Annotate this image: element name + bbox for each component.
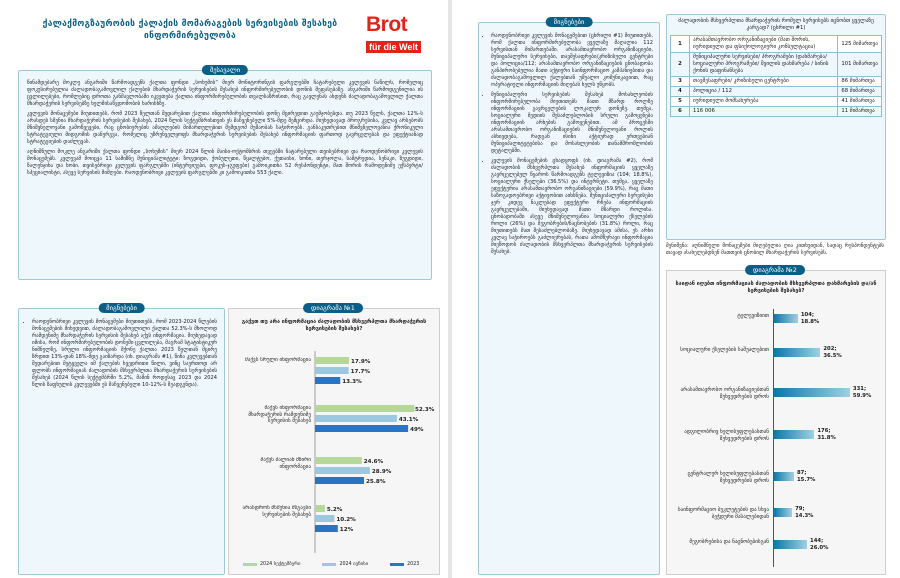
table-cell-count: 11 მიმართვა xyxy=(838,107,882,117)
intro-paragraph-3: აღნიშნული მოკლე ანგარიში ქალთა ფონდი „სოხუმის“ მიერ 2024 წლის მაისი-ოქტომბრის თვეებში ჩატარებული თვისებრივი და რაოდენობრივი კვლევის მონაცემებს. კვლევამ მოიცვა 11 სამიზნე მუნიციპალიტეტი: ზოგდიდი, ქობულეთი, წყალტუბო, ქუთაისი, ხონი, თერჯოლა, სამტრედია, სენაკი, ზუგდიდი, წალენჯიხა და ხობი. თვისებრივი კვლევის ფარგლებში (ინტერვიუები, ფოკუს-ჯგუფები) გამოიკითხა 52 რესპონდენტი, მათ შორის რამოდენიმე ექსპერტი/ სპეციალისტი, ასევე სერვისის მიმღები. რაოდენობრივი კვლევის ფარგლებში კი გამოიკითხა 553 ქალი. xyxy=(27,149,423,176)
services-table xyxy=(670,35,882,117)
findings-mid-tag: მიგნებები xyxy=(546,17,593,27)
table-cell-number: 4 xyxy=(671,87,690,97)
chart1-category-text: მაქვს ძალიან მწირი ინფორმაცია xyxy=(260,457,311,470)
chart2-panel xyxy=(666,266,886,575)
chart1-value-label: 43.1% xyxy=(398,417,419,423)
chart1-value-label: 12% xyxy=(339,527,354,533)
findings-left-item-1: • რაოდენობრივი კვლევის მონაცემები მიუთითებს, რომ 2023-2024 წლების მონაცემების მიხედვით, ძალადობაგამოვლილი ქალთა 52.3%-ს მხოლოდ რამდენიმე მხარდაჭერის სერვისის შესახებ აქვს ინფორმაცია. მიუხედავად იმისა, რომ ინფორმირებულობის დონეში ცვლილება, მაგრამ სტატისტიკურ ნიშნულზე, სრული ინფორმაციის მქონე ქალთა 2023 წელთან მცირე ზრდით 13%-დან 18%-მდე გაიზარდა (იხ. დიაგრამა #1), წინა კვლევებთან შედარებით მეტყველა იმ ქალების ხვედრითი წილი, ვინც საერთოდ არ ფლობს ინფორმაციას ძალადობის მსხვერპლთა მხარდაჭერის სერვისების შესახებ (2024 წლის სექტემბრში 5.2%, მაშინ როდესაც 2023 და 2024 წლის ზაფხულის კვლევებში ეს მაჩვენებელი 10-12%-ს შეადგენდა). xyxy=(32,319,217,389)
chart2-tag: დიაგრამა №2 xyxy=(745,265,805,275)
table-cell-service: იურიდიული მომსახურება xyxy=(690,97,838,107)
legend-swatch-3 xyxy=(390,563,404,566)
table-row xyxy=(671,107,882,117)
chart2-bar xyxy=(774,388,850,397)
chart1-value-label: 17.7% xyxy=(350,369,371,375)
chart2-category-label: არასამთავრობო ორგანიზაციებთან შეხვედრების დროს xyxy=(680,387,769,400)
chart2-plot xyxy=(667,271,885,574)
chart1-bar xyxy=(315,367,349,374)
chart1-value-label: 5.2% xyxy=(326,507,343,513)
chart1-bar xyxy=(315,505,325,512)
chart1-bar xyxy=(315,415,397,422)
table-cell-count: 86 მიმართვა xyxy=(838,77,882,87)
chart1-bar xyxy=(315,425,408,432)
chart1-value-label: 13.3% xyxy=(342,379,362,385)
chart2-bar xyxy=(774,508,792,517)
chart1-category-text: მაქვს ინფორმაცია მხარდაჭერის რამდენიმე სერვისის შესახებ xyxy=(248,405,311,424)
table-cell-number: 3 xyxy=(671,77,690,87)
table-cell-number: 1 xyxy=(671,36,690,53)
legend-swatch-2 xyxy=(322,563,336,566)
brot-logo xyxy=(366,15,434,54)
chart1-bar xyxy=(315,515,334,522)
table-cell-count: 101 მიმართვა xyxy=(838,53,882,77)
chart2-value-label: 104; 18.8% xyxy=(800,312,820,325)
chart2-category-label: საინფორმაციო ბუკლეტების და სხვა ბეჭდური მასალებიდან xyxy=(677,507,769,520)
chart1-bar xyxy=(315,477,364,484)
chart2-title: საიდან იღებთ ინფორმაციას ძალადობის მსხვერპლთა დახმარების და/ან სერვისების შესახებ? xyxy=(675,281,877,294)
chart1-value-label: 25.8% xyxy=(366,479,386,485)
chart1-title: გაქვთ თუ არა ინფორმაცია ძალადობის მსხვერპლთა მხარდაჭერის სერვისების შესახებ? xyxy=(241,319,427,332)
findings-mid-section xyxy=(478,18,660,575)
table-cell-count: 68 მიმართვა xyxy=(838,87,882,97)
findings-mid-item-3: • კვლევის მონაცემების ცხადყოფს (იხ. დიაგრამა #2), რომ ძალადობის მსხვერპლთა შესახებ ინფორმაციის ყველაზე გავრცელებულ წყაროს წარმოადგენს ტელევიზია (104; 18.8%), სოციალური ქსელები (36.5%) და ინტერნეტი. თუმცა, ყველაზე ეფექტურია არასამთავრობო ორგანიზაციები (59.9%), რაც მათი საზოგადოებრივი აქტივობით აიხსნება. მუნიციპალური სერვისები ჯერ კიდევ ნაკლებად ეფექტური რჩება ინფორმაციის გავრცელებაში, მიუხედავად მათი მზარდი როლისა. ცნობადობაში ასევე მნიშვნელოვანია სოციალური ქსელების როლი (26%) და მეგობრების/ნაცნობების (31.8%) როლი, რაც მიუთითებს მათ შესაძლებლობაზე. მიუხედავად ამისა, ეს არხი კვლავ საჭიროებს გაძლიერებას, რათა ამომწურავი ინფორმაცია მიეწოდოს ძალადობის მსხვერპლთა მხარდაჭერის სერვისების შესახებ. xyxy=(491,158,653,256)
table-cell-number: 5 xyxy=(671,97,690,107)
findings-mid-item-1: • რაოდენობრივი კვლევის მონაცემებით (ცხრილი #1) მიუთითებს, რომ ქალთა ინფორმირებულობა ყველაზე მაღალია 112 სერვისთან მიმართებაში. არასამთავრობო ორგანიზაციები, მუნიციპალური სერვისები, თავშესაფრები/კრიზისული ცენტრები და პოლიცია/112; არასამთავრობო ორგანიზაციების ცნობადობა განპირობებულია მათი აქტიური საინფორმაციო კამპანიებითა და ძალადობაგამოვლილ ქალებთან უშუალო კომუნიკაციით, რაც ოპერატიული ინფორმაციის მიღებას ხელს უწყობს. xyxy=(491,33,653,89)
chart1-value-label: 52.3% xyxy=(415,407,435,413)
page-left xyxy=(0,0,448,578)
chart2-bar xyxy=(774,472,794,481)
intro-paragraph-2: კვლევის მონაცემები მიუთითებს, რომ 2023 წელთან შედარებით ქალთა ინფორმირებულობის დონე მცირედით გაუმჯობესდა. თუ 2023 წელს, ქალთა 12%-ს არასდეს სმენია მხარდაჭერის სერვისების შესახებ, 2024 წლის სექტემბრისთვის ეს მაჩვენებელი 5%-მდე შემცირდა. მიუხედავად პროგრესისა, კვლავ არსებობს მნიშვნელოვანი გამოწვევები, რაც ცნობიერების ამაღლების მიმართულებით შემდგომ მუშაობას საჭიროებს. განსაკუთრებით მნიშვნელოვანია ქრონიკული სტრატეგიული მიდგომის დანერგვა, რომელიც უზრუნველყოფს მხარდაჭერის სერვისების შესახებ ინფორმაციის ფართოდ გავრცელებას და ეფექტიანად სტრატეგიების დაძლევას. xyxy=(27,111,423,145)
chart2-bar xyxy=(774,348,820,357)
chart1-panel xyxy=(228,304,440,575)
chart1-bar xyxy=(315,525,338,532)
table-note: შენიშვნა: აღნიშნული მონაცემები მიღებულია ღია კითხვიდან, სადაც რესპონდენტებს თავად ასახელებდნენ მათთვის ცნობილ მხარდაჭერის სერვისებს. xyxy=(666,243,884,256)
chart1-category-label xyxy=(235,457,311,497)
findings-mid-item-2: • მუნიციპალური სერვისების შესახებ მოსახლეობის ინფორმირებულობა მიუთითებს მათი მზარდ როლზე ინფორმაციის გავრცელების ლოკალურ დონეზე. თუმცა, სოციალური მედიის შესაძლებლობის სრული გამოყენება ინფორმაციის არხების გამოყენებით. ამ პროცესში არასამთავრობო ორგანიზაციების მნიშვნელოვანი როლის ასხივდება, რადგან ისინი აქტიურად ერთვებიან მუნიციპალიტეტებისა და მოსახლეობის თანამშრომლობის დეტალებში. xyxy=(491,92,653,155)
chart2-value-label: 144; 26.0% xyxy=(810,538,829,551)
table-row xyxy=(671,87,882,97)
legend-label-3: 2023 xyxy=(407,562,420,567)
chart2-value-label: 87; 15.7% xyxy=(796,470,816,483)
chart1-bar xyxy=(315,405,414,412)
table-row xyxy=(671,77,882,87)
chart1-value-label: 10.2% xyxy=(336,517,356,523)
chart1-svg xyxy=(229,309,439,574)
chart1-value-label: 28.9% xyxy=(371,469,392,475)
table-cell-count: 41 მიმართვა xyxy=(838,97,882,107)
chart2-bar xyxy=(774,430,814,439)
table-cell-service: არასამთავრობო ორგანიზაციები (მათ შორის, იურიდიული და ფსიქოლოგიური კონსულტაცია) xyxy=(690,36,838,53)
chart1-category-label xyxy=(235,357,311,397)
chart1-category-text: მაქვს სრული ინფორმაცია xyxy=(245,357,311,363)
chart1-bar xyxy=(315,357,349,364)
chart1-category-text: არასდროს მსმენია მსგავსი სერვისების შესახებ xyxy=(242,505,311,518)
chart2-category-label: ტელევიზიით xyxy=(737,313,769,319)
chart1-bar xyxy=(315,377,340,384)
legend-label-1: 2024 სექტემბერი xyxy=(260,562,301,567)
table-row xyxy=(671,36,882,53)
legend-label-2: 2024 ივნისი xyxy=(339,562,369,567)
chart2-category-label: მეგობრებისა და ნაცნობებისგან xyxy=(689,539,769,545)
chart2-value-label: 176; 31.8% xyxy=(817,428,836,441)
chart2-bar xyxy=(774,540,807,549)
chart2-bar xyxy=(774,314,798,323)
logo-main-text: Brot xyxy=(366,13,408,36)
legend-swatch-1 xyxy=(243,563,257,566)
table-cell-service: თავშესაფრები/ კრიზისული ცენტრები xyxy=(690,77,838,87)
findings-left-section xyxy=(18,304,225,575)
table-cell-count: 125 მიმართვა xyxy=(838,36,882,53)
chart2-value-label: 79; 14.3% xyxy=(795,506,814,519)
page-right xyxy=(452,0,900,578)
chart1-category-label xyxy=(235,505,311,545)
chart1-legend xyxy=(243,562,419,567)
chart1-bar xyxy=(315,467,370,474)
page-title: ქალაქმოგზაურობის ქალაქის მომარაგების სერვისების შესახებ ინფორმირებულობა xyxy=(42,19,338,41)
table-row xyxy=(671,97,882,107)
intro-section xyxy=(18,66,432,280)
table-cell-number: 2 xyxy=(671,53,690,77)
intro-tag: შესავალი xyxy=(202,65,248,75)
table-cell-service: პოლიცია / 112 xyxy=(690,87,838,97)
chart1-category-label xyxy=(235,405,311,445)
chart1-bar xyxy=(315,457,362,464)
table-cell-service: 116 006 xyxy=(690,107,838,117)
chart1-value-label: 17.9% xyxy=(351,359,371,365)
table-row xyxy=(671,53,882,77)
table-panel xyxy=(666,14,886,240)
findings-left-tag: მიგნებები xyxy=(98,303,145,313)
logo-sub-text: für die Welt xyxy=(366,41,421,53)
table-header: ძალადობის მსხვერპლთა მხარდაჭერის რომელ სერვისებს იცნობთ ყველაზე კარგად? (ცხრილი #1) xyxy=(678,18,874,31)
chart2-value-label: 202; 36.5% xyxy=(823,346,842,359)
chart2-category-label: სოციალური ქსელების საშუალებით xyxy=(680,347,769,353)
intro-paragraph-1: წინამდებარე მოკლე ანგარიში წარმოადგენს ქალთა ფონდი „სოხუმის“ მიერ მონიტორინგის ფარგლებში ჩატარებული კვლევის ნაწილს, რომელიც ფოკუსირებულია ძალადობაგამოვლილ ქალების მხარდაჭერის სერვისების შესახებ ინფორმირებულობის დონის შეფასებაზე. ანგარიში წარმოდგენილია ის ცვლილებები, რომლებიც დროთა განმავლობაში იკვეთება ქალთა ინფორმირებულობის თვალსაზრისით, რაც გავლენას ახდენს ძალადობაგამოვლილ ქალთა მხარდაჭერის სერვისებზე ხელმისაწვდომობის ხარისხზე. xyxy=(27,80,423,107)
table-cell-number: 6 xyxy=(671,107,690,117)
chart2-category-label: ადგილობრივ ხელისუფლებასთან შეხვედრების დროს xyxy=(684,429,769,442)
chart1-tag: დიაგრამა №1 xyxy=(303,303,363,313)
chart2-value-label: 331; 59.9% xyxy=(852,386,872,399)
table-cell-service: მუნიციპალური სერვისები/ პროგრამები (დახმარება/ სოციალური პროგრამები/ შვილის დახმარება / სინის ქონის დაფინანსება xyxy=(690,53,838,77)
chart2-category-label: ცენტრალურ ხელისუფლებასთან შეხვედრების დროს xyxy=(687,471,769,484)
chart1-value-label: 24.6% xyxy=(363,459,384,465)
chart1-value-label: 49% xyxy=(410,427,424,433)
